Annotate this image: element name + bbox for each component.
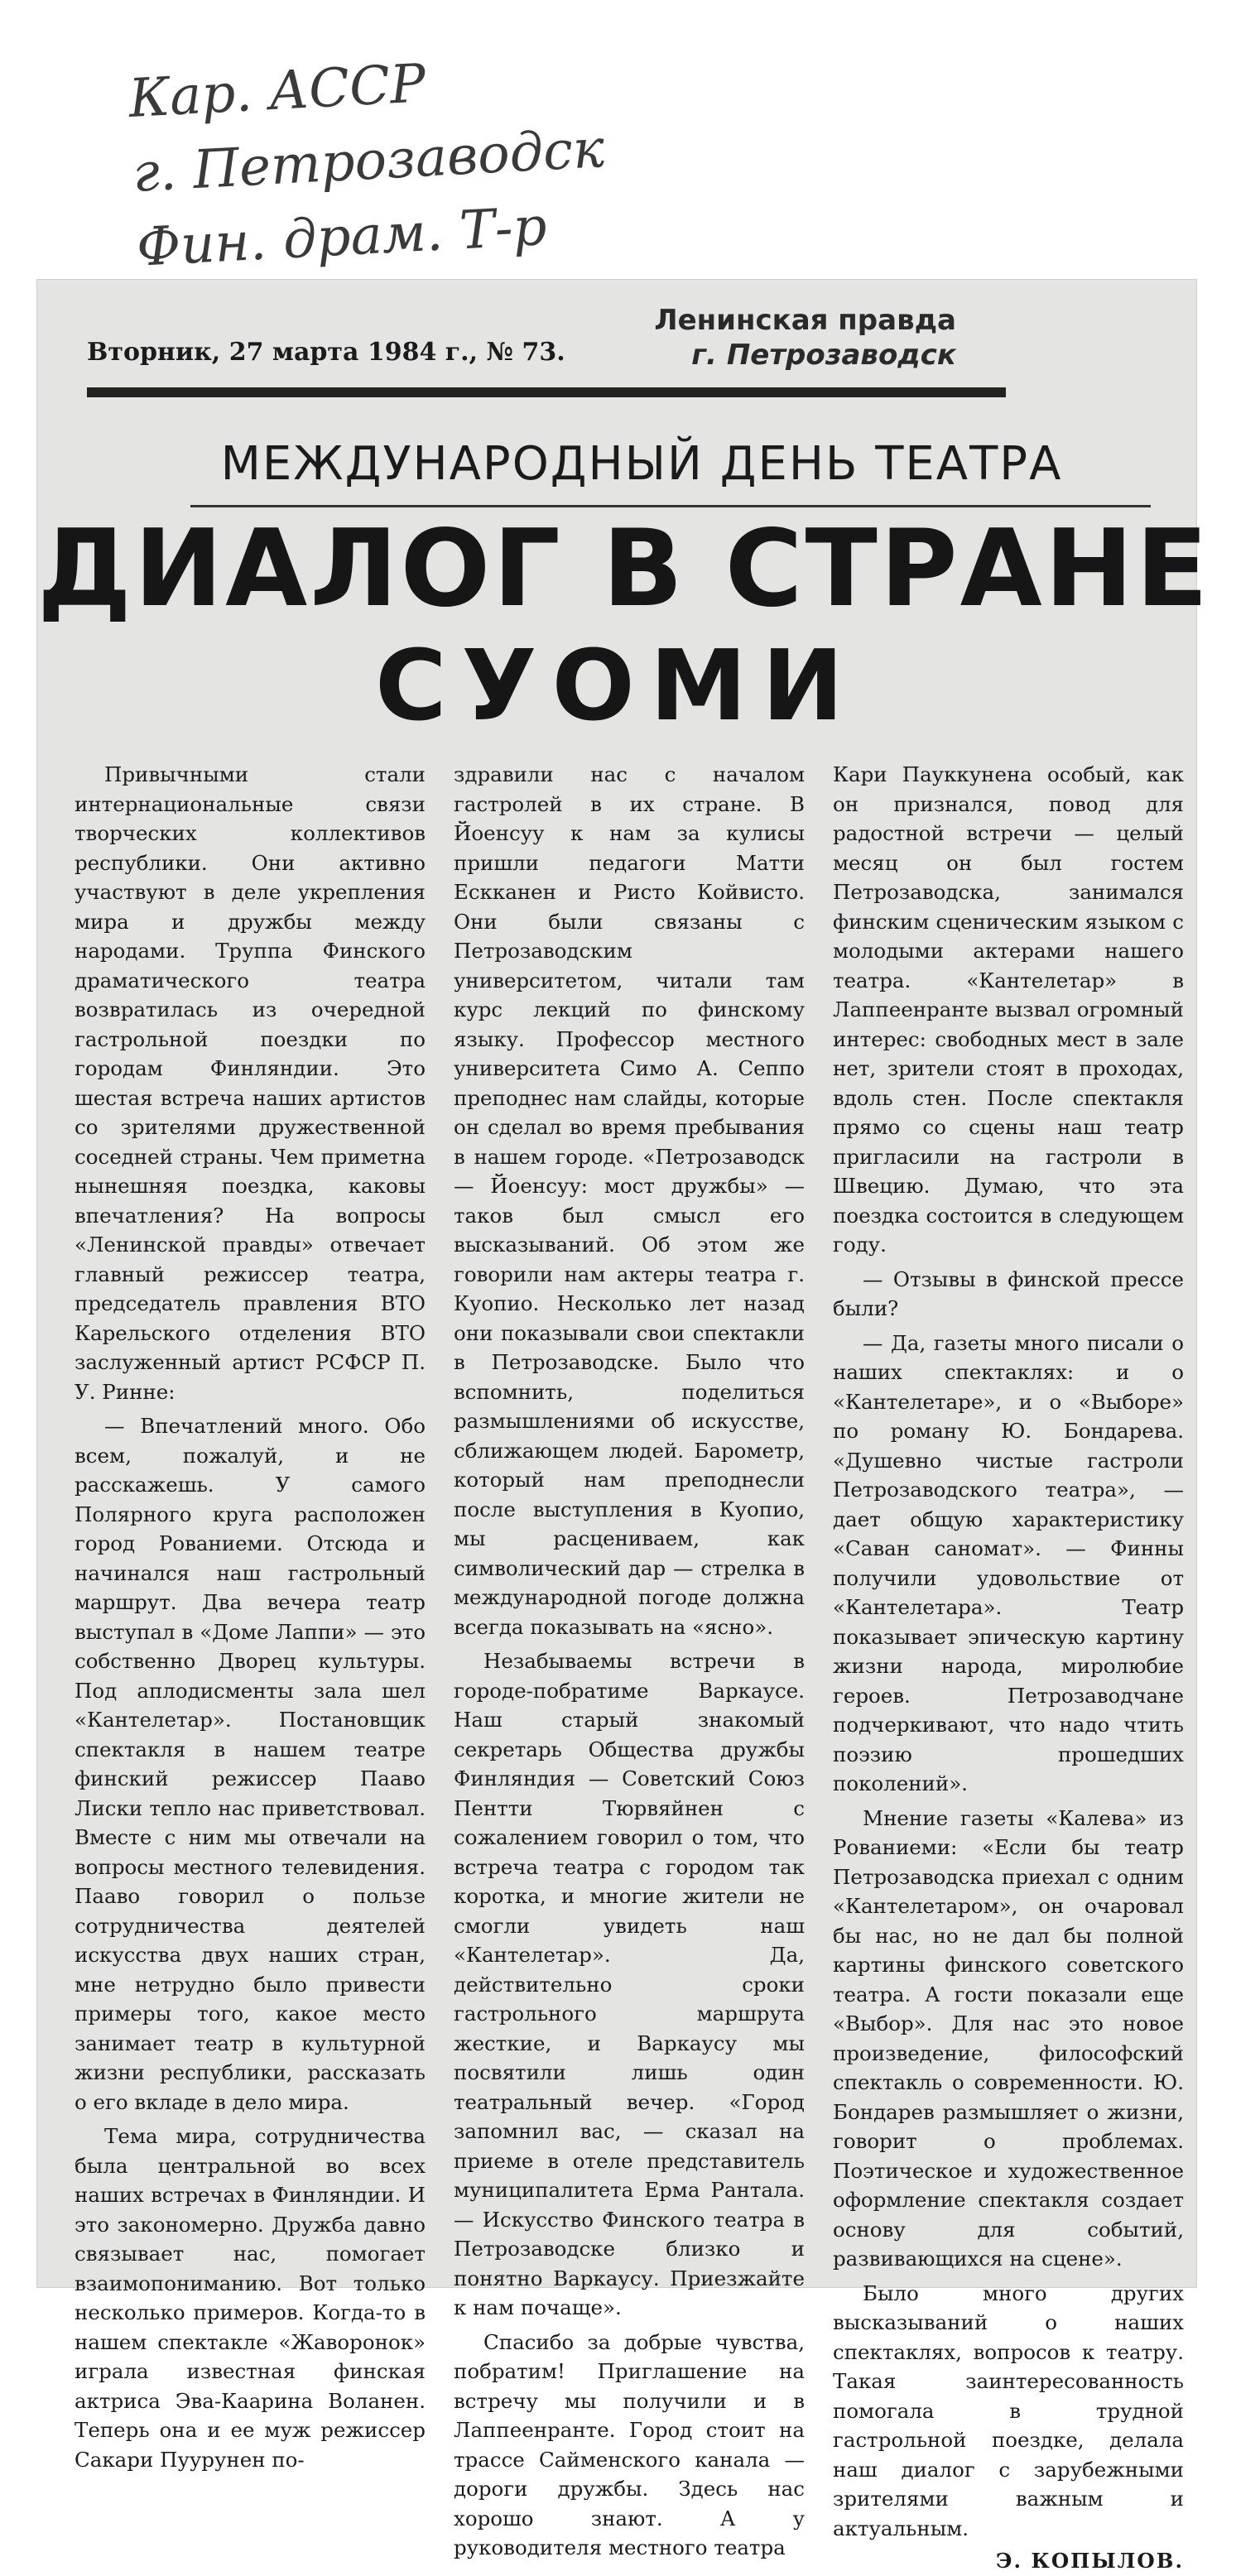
handwritten-line: Фин. драм. Т-р <box>135 195 549 279</box>
rubric: МЕЖДУНАРОДНЫЙ ДЕНЬ ТЕАТРА <box>220 437 1063 491</box>
article-column <box>833 760 1184 2573</box>
headline-line: СУОМИ <box>374 628 859 743</box>
header-rule <box>87 387 1006 397</box>
dateline: Вторник, 27 марта 1984 г., № 73. <box>87 338 565 367</box>
headline-line: ДИАЛОГ В СТРАНЕ <box>37 507 1211 631</box>
paragraph: Незабываемы встречи в городе-побратиме Варкаусе. Наш старый знакомый секретарь Общества дружбы Финляндия — Советский Союз Пентти Тюрвяйнен с сожалением говорил о том, что встреча театра с городом так коротка, и многие жители не смогли увидеть наш «Кантелетар». Да, действительно сроки гастрольного маршрута жесткие, и Варкаусу мы посвятили лишь один театральный вечер. «Город запомнил вас, — сказал на приеме в отеле представитель муниципалитета Ерма Рантала. — Искусство Финского театра в Петрозаводске близко и понятно Варкаусу. Приезжайте к нам почаще». <box>454 1649 805 2319</box>
clipping-header <box>37 280 981 404</box>
article-column <box>75 760 426 2472</box>
paragraph: Спасибо за добрые чувства, побратим! Приглашение на встречу мы получили и в Лаппеенранте. Город стоит на трассе Сайменского канала — дороги дружбы. Здесь нас хорошо знают. А у руководителя местного театра <box>454 2329 805 2559</box>
newspaper-stamp <box>608 303 956 372</box>
paragraph: Было много других высказываний о наших спектаклях, вопросов к театру. Такая заинтересованность помогала в трудной гастрольной поездке, делала наш диалог с зарубежными зрителями важным и актуальным. <box>833 2280 1184 2540</box>
handwritten-line: Кар. АССР <box>127 53 427 130</box>
paragraph: Тема мира, сотрудничества была центральной во всех наших встречах в Финляндии. И это закономерно. Дружба давно связывает нас, помогает взаимопониманию. Вот только несколько примеров. Когда-то в нашем спектакле «Жаворонок» играла известная финская актриса Эва-Каарина Воланен. Теперь она и ее муж режиссер Сакари Пуурунен по- <box>75 2124 426 2472</box>
handwritten-line: г. Петрозаводск <box>131 118 606 204</box>
newspaper-clipping <box>37 280 1211 2573</box>
paragraph: — Да, газеты много писали о наших спектаклях: и о «Кантелетаре», и о «Выборе» по роману Ю. Бондарева. «Душевно чистые гастроли Петрозаводского театра», — дает общую характеристику «Саван саномат». — Финны получили удовольствие от «Кантелетара». Театр показывает эпическую картину жизни народа, миролюбие героев. Петрозаводчане подчеркивают, что надо чтить поэзию прошедших поколений». <box>833 1330 1184 1795</box>
handwritten-note <box>127 37 610 285</box>
paragraph: здравили нас с началом гастролей в их стране. В Йоенсуу к нам за кулисы пришли педагоги Матти Ескканен и Ристо Койвисто. Они были связаны с Петрозаводским университетом, читали там курс лекций по финскому языку. Профессор местного университета Симо А. Сеппо преподнес нам слайды, которые он сделал во время пребывания в нашем городе. «Петрозаводск — Йоенсуу: мост дружбы» — таков был смысл его высказываний. Об этом же говорили нам актеры театра г. Куопио. Несколько лет назад они показывали свои спектакли в Петрозаводске. Было что вспомнить, поделиться размышлениями об искусстве, сближающем людей. Барометр, который нам преподнесли после выступления в Куопио, мы расцениваем, как символический дар — стрелка в международной погоде должна всегда показывать на «ясно». <box>454 762 805 1639</box>
paragraph: — Впечатлений много. Обо всем, пожалуй, и не расскажешь. У самого Полярного круга расположен город Рованиеми. Отсюда и начинался наш гастрольный маршрут. Два вечера театр выступал в «Доме Лаппи» — это собственно Дворец культуры. Под аплодисменты зала шел «Кантелетар». Постановщик спектакля в нашем театре финский режиссер Пааво Лиски тепло нас приветствовал. Вместе с ним мы отвечали на вопросы местного телевидения. Пааво говорил о пользе сотрудничества деятелей искусства двух наших стран, мне нетрудно было привести примеры того, какое место занимает театр в культурной жизни республики, рассказать о его вкладе в дело мира. <box>75 1414 426 2114</box>
paragraph: Кари Пауккунена особый, как он признался, повод для радостной встречи — целый месяц он был гостем Петрозаводска, занимался финским сценическим языком с молодыми актерами нашего театра. «Кантелетар» в Лаппеенранте вызвал огромный интерес: свободных мест в зале нет, зрители стоят в проходах, вдоль стен. После спектакля прямо со сцены наш театр пригласили на гастроли в Швецию. Думаю, что эта поездка состоится в следующем году. <box>833 762 1184 1257</box>
article-column <box>454 760 805 2559</box>
paragraph: Мнение газеты «Калева» из Рованиеми: «Если бы театр Петрозаводска приехал с одним «Кантелетаром», он очаровал бы нас, но не дал бы полной картины финского советского театра. А гости показали еще «Выбор». Для нас это новое произведение, философский спектакль о современности. Ю. Бондарев размышляет о жизни, говорит о проблемах. Поэтическое и художественное оформление спектакля создает основу для событий, развивающихся на сцене». <box>833 1805 1184 2271</box>
headline <box>37 507 1211 743</box>
article-body <box>75 760 1184 2573</box>
stamp-title: Ленинская правда <box>654 304 956 337</box>
author-signature: Э. КОПЫЛОВ. <box>996 2549 1184 2573</box>
paragraph: Привычными стали интернациональные связи творческих коллективов республики. Они активно участвуют в деле укрепления мира и дружбы между народами. Труппа Финского драматического театра возвратилась из очередной гастрольной поездки по городам Финляндии. Это шестая встреча наших артистов со зрителями дружественной соседней страны. Чем приметна нынешняя поездка, каковы впечатления? На вопросы «Ленинской правды» отвечает главный режиссер театра, председатель правления ВТО Карельского отделения ВТО заслуженный артист РСФСР П. У. Ринне: <box>75 762 426 1404</box>
stamp-city: г. Петрозаводск <box>691 339 956 372</box>
paragraph: — Отзывы в финской прессе были? <box>833 1266 1184 1320</box>
